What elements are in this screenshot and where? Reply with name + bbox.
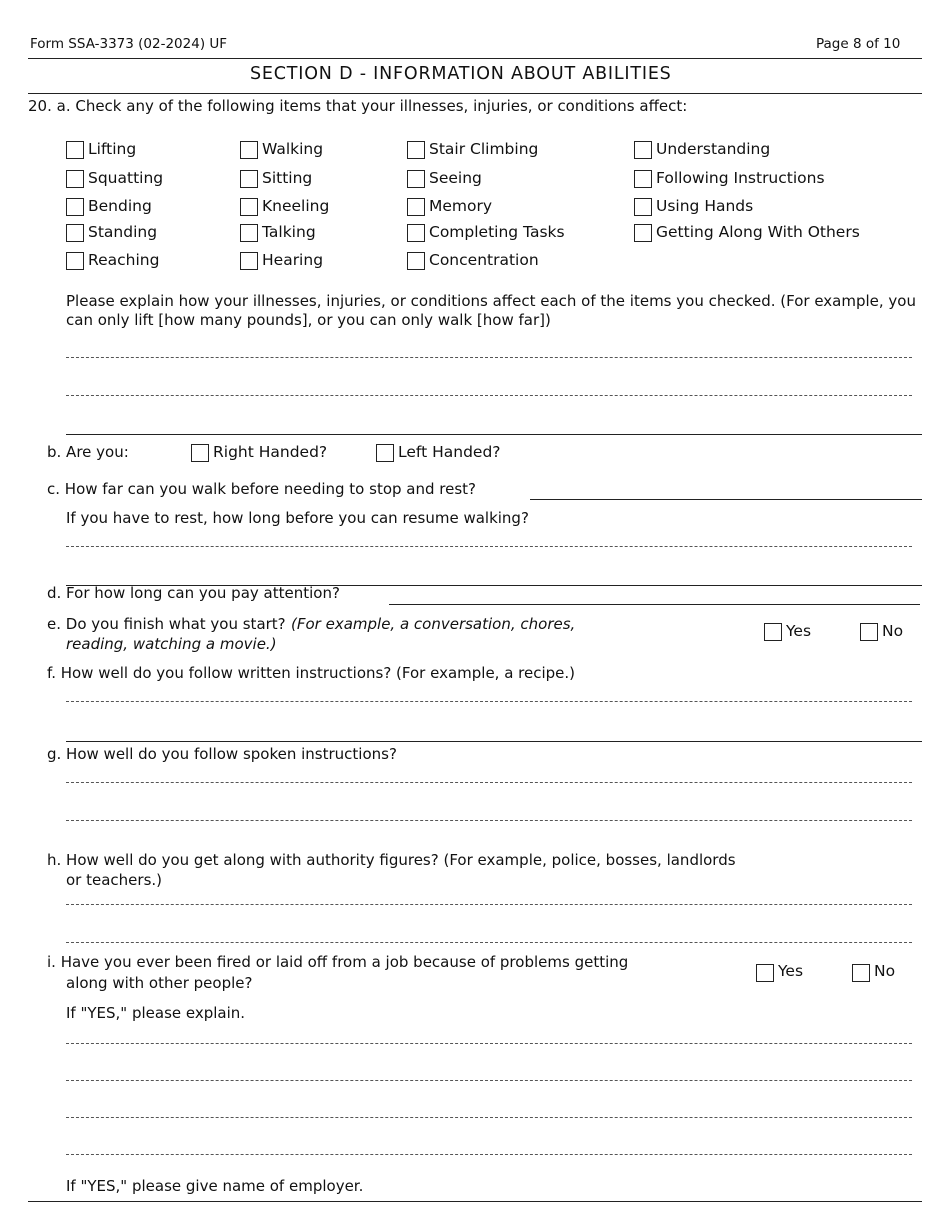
checkbox-label: Talking — [262, 223, 316, 241]
answer-line[interactable] — [66, 904, 912, 905]
checkbox-stair-climbing[interactable] — [407, 141, 425, 159]
q20i-label: along with other people? — [66, 974, 253, 992]
checkbox-kneeling[interactable] — [240, 198, 258, 216]
form-id: Form SSA-3373 (02-2024) UF — [30, 36, 228, 52]
answer-line[interactable] — [66, 942, 912, 943]
checkbox-label: Right Handed? — [213, 443, 328, 461]
answer-line[interactable] — [66, 1043, 912, 1044]
checkbox-bending[interactable] — [66, 198, 84, 216]
q20a-prompt: 20. a. Check any of the following items that your illnesses, injuries, or conditions affect: — [28, 97, 688, 115]
checkbox-label: Squatting — [88, 169, 164, 187]
header-divider — [28, 58, 922, 59]
q20a-explain: Please explain how your illnesses, injuries, or conditions affect each of the items you checked. (For example, you can only lift [how many pounds], or you can only walk [how far]) — [66, 292, 916, 329]
answer-line[interactable] — [66, 357, 912, 358]
checkbox-following-instructions[interactable] — [634, 170, 652, 188]
checkbox-label: Lifting — [88, 140, 137, 158]
q20c-label: c. How far can you walk before needing to stop and rest? — [47, 480, 477, 498]
q20h-label: or teachers.) — [66, 871, 162, 889]
attention-field[interactable] — [389, 604, 920, 605]
checkbox-label: No — [882, 622, 904, 640]
checkbox-hearing[interactable] — [240, 252, 258, 270]
section-title: SECTION D - INFORMATION ABOUT ABILITIES — [250, 64, 672, 84]
checkbox-label: No — [874, 962, 896, 980]
checkbox-label: Stair Climbing — [429, 140, 539, 158]
checkbox-label: Concentration — [429, 251, 539, 269]
checkbox-label: Yes — [786, 622, 812, 640]
answer-line[interactable] — [66, 741, 922, 742]
checkbox-label: Left Handed? — [398, 443, 501, 461]
checkbox-right-handed[interactable] — [191, 444, 209, 462]
checkbox-label: Reaching — [88, 251, 160, 269]
checkbox-finish-yes[interactable] — [764, 623, 782, 641]
q20h-label: h. How well do you get along with authority figures? (For example, police, bosses, landlords — [47, 851, 736, 869]
checkbox-label: Sitting — [262, 169, 313, 187]
checkbox-label: Seeing — [429, 169, 482, 187]
checkbox-label: Following Instructions — [656, 169, 825, 187]
checkbox-understanding[interactable] — [634, 141, 652, 159]
checkbox-concentration[interactable] — [407, 252, 425, 270]
checkbox-label: Completing Tasks — [429, 223, 565, 241]
checkbox-sitting[interactable] — [240, 170, 258, 188]
checkbox-using-hands[interactable] — [634, 198, 652, 216]
q20b-label: b. Are you: — [47, 443, 129, 461]
checkbox-getting-along[interactable] — [634, 224, 652, 242]
q20c-sub: If you have to rest, how long before you can resume walking? — [66, 509, 529, 527]
checkbox-label: Kneeling — [262, 197, 330, 215]
answer-line[interactable] — [66, 782, 912, 783]
answer-line[interactable] — [66, 395, 912, 396]
q20i-label: i. Have you ever been fired or laid off from a job because of problems getting — [47, 953, 629, 971]
q20g-label: g. How well do you follow spoken instructions? — [47, 745, 397, 763]
checkbox-standing[interactable] — [66, 224, 84, 242]
checkbox-finish-no[interactable] — [860, 623, 878, 641]
answer-line[interactable] — [66, 1154, 912, 1155]
answer-line[interactable] — [66, 1080, 912, 1081]
q20d-label: d. For how long can you pay attention? — [47, 584, 340, 602]
q20e-example: reading, watching a movie.) — [66, 635, 277, 653]
answer-line[interactable] — [66, 434, 922, 435]
checkbox-label: Walking — [262, 140, 324, 158]
section-divider — [28, 93, 922, 94]
page-number: Page 8 of 10 — [816, 36, 901, 52]
answer-line[interactable] — [66, 701, 912, 702]
checkbox-label: Yes — [778, 962, 804, 980]
checkbox-lifting[interactable] — [66, 141, 84, 159]
checkbox-memory[interactable] — [407, 198, 425, 216]
checkbox-label: Standing — [88, 223, 158, 241]
q20f-label: f. How well do you follow written instructions? (For example, a recipe.) — [47, 664, 576, 682]
checkbox-fired-no[interactable] — [852, 964, 870, 982]
employer-field[interactable] — [28, 1201, 922, 1202]
checkbox-label: Using Hands — [656, 197, 754, 215]
checkbox-squatting[interactable] — [66, 170, 84, 188]
checkbox-label: Bending — [88, 197, 152, 215]
checkbox-reaching[interactable] — [66, 252, 84, 270]
checkbox-label: Hearing — [262, 251, 324, 269]
checkbox-completing-tasks[interactable] — [407, 224, 425, 242]
q20i-employer: If "YES," please give name of employer. — [66, 1177, 364, 1195]
checkbox-seeing[interactable] — [407, 170, 425, 188]
checkbox-label: Memory — [429, 197, 493, 215]
q20e-label: e. Do you finish what you start? — [47, 615, 286, 633]
checkbox-left-handed[interactable] — [376, 444, 394, 462]
walk-distance-field[interactable] — [530, 499, 922, 500]
q20i-explain: If "YES," please explain. — [66, 1004, 246, 1022]
checkbox-talking[interactable] — [240, 224, 258, 242]
checkbox-fired-yes[interactable] — [756, 964, 774, 982]
checkbox-label: Understanding — [656, 140, 771, 158]
answer-line[interactable] — [66, 820, 912, 821]
q20e-example: (For example, a conversation, chores, — [291, 615, 576, 633]
checkbox-label: Getting Along With Others — [656, 223, 860, 241]
checkbox-walking[interactable] — [240, 141, 258, 159]
answer-line[interactable] — [66, 546, 912, 547]
answer-line[interactable] — [66, 1117, 912, 1118]
